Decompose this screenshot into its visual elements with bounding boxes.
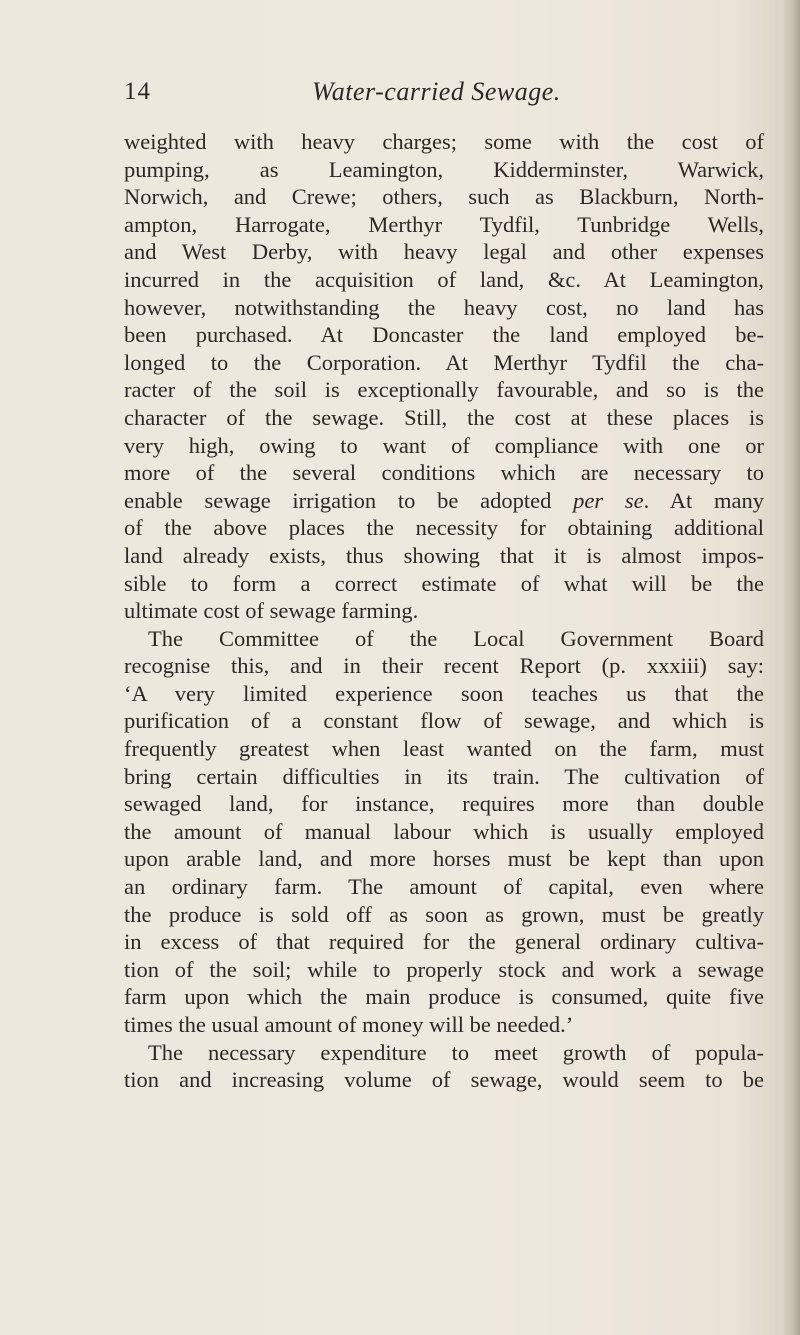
- page-header: [0, 70, 800, 110]
- text-line: very high, owing to want of compliance with one or: [124, 432, 764, 458]
- text-line: pumping, as Leamington, Kidderminster, Warwick,: [124, 156, 764, 182]
- text-line: weighted with heavy charges; some with the cost of: [124, 129, 764, 154]
- text-line: an ordinary farm. The amount of capital, even where: [124, 874, 764, 900]
- text-line: land already exists, thus showing that it is almost impos-: [124, 542, 764, 568]
- text-line: sewaged land, for instance, requires more than double: [124, 791, 764, 817]
- text-line: sible to form a correct estimate of what will be the: [124, 570, 764, 596]
- body-text: [124, 128, 764, 1094]
- text-line: in excess of that required for the general ordinary cultiva-: [124, 929, 764, 955]
- text-line: bring certain difficulties in its train. The cultivation of: [124, 763, 764, 789]
- text-line: tion of the soil; while to properly stock and work a sewage: [124, 956, 764, 982]
- text-line: ultimate cost of sewage farming.: [124, 598, 419, 624]
- text-line: ampton, Harrogate, Merthyr Tydfil, Tunbridge Wells,: [124, 211, 764, 237]
- page-number: 14: [124, 78, 151, 105]
- text-line: character of the sewage. Still, the cost at these places is: [124, 404, 764, 430]
- text-line: purification of a constant flow of sewage, and which is: [124, 708, 764, 734]
- text-line: upon arable land, and more horses must be kept than upon: [124, 846, 764, 872]
- text-line: Norwich, and Crewe; others, such as Blackburn, North-: [124, 184, 764, 210]
- text-line: ‘A very limited experience soon teaches us that the: [124, 680, 764, 706]
- text-line: more of the several conditions which are necessary to: [124, 460, 764, 486]
- text-line: The Committee of the Local Government Board: [148, 625, 764, 651]
- text-line: the amount of manual labour which is usually employed: [124, 818, 764, 844]
- text-line: times the usual amount of money will be needed.’: [124, 1012, 574, 1037]
- page-edge-shadow: [782, 0, 800, 1335]
- text-line: however, notwithstanding the heavy cost, no land has: [124, 294, 764, 320]
- text-line: recognise this, and in their recent Report (p. xxxiii) say:: [124, 653, 764, 679]
- text-line: tion and increasing volume of sewage, would seem to be: [124, 1067, 764, 1093]
- text-line: racter of the soil is exceptionally favourable, and so is the: [124, 377, 764, 403]
- text-line: farm upon which the main produce is consumed, quite five: [124, 984, 764, 1010]
- text-line: enable sewage irrigation to be adopted per se. At many: [124, 487, 764, 513]
- text-line: longed to the Corporation. At Merthyr Tydfil the cha-: [124, 349, 764, 375]
- text-line: The necessary expenditure to meet growth of popula-: [148, 1039, 764, 1065]
- text-line: the produce is sold off as soon as grown, must be greatly: [124, 901, 764, 927]
- text-line: of the above places the necessity for obtaining additional: [124, 515, 764, 541]
- running-title: Water-carried Sewage.: [312, 77, 561, 106]
- text-line: frequently greatest when least wanted on the farm, must: [124, 736, 764, 762]
- text-line: and West Derby, with heavy legal and other expenses: [124, 239, 764, 265]
- latin-phrase: per se: [573, 487, 644, 513]
- text-line: been purchased. At Doncaster the land employed be-: [124, 322, 764, 348]
- text-line: incurred in the acquisition of land, &c. At Leamington,: [124, 266, 764, 292]
